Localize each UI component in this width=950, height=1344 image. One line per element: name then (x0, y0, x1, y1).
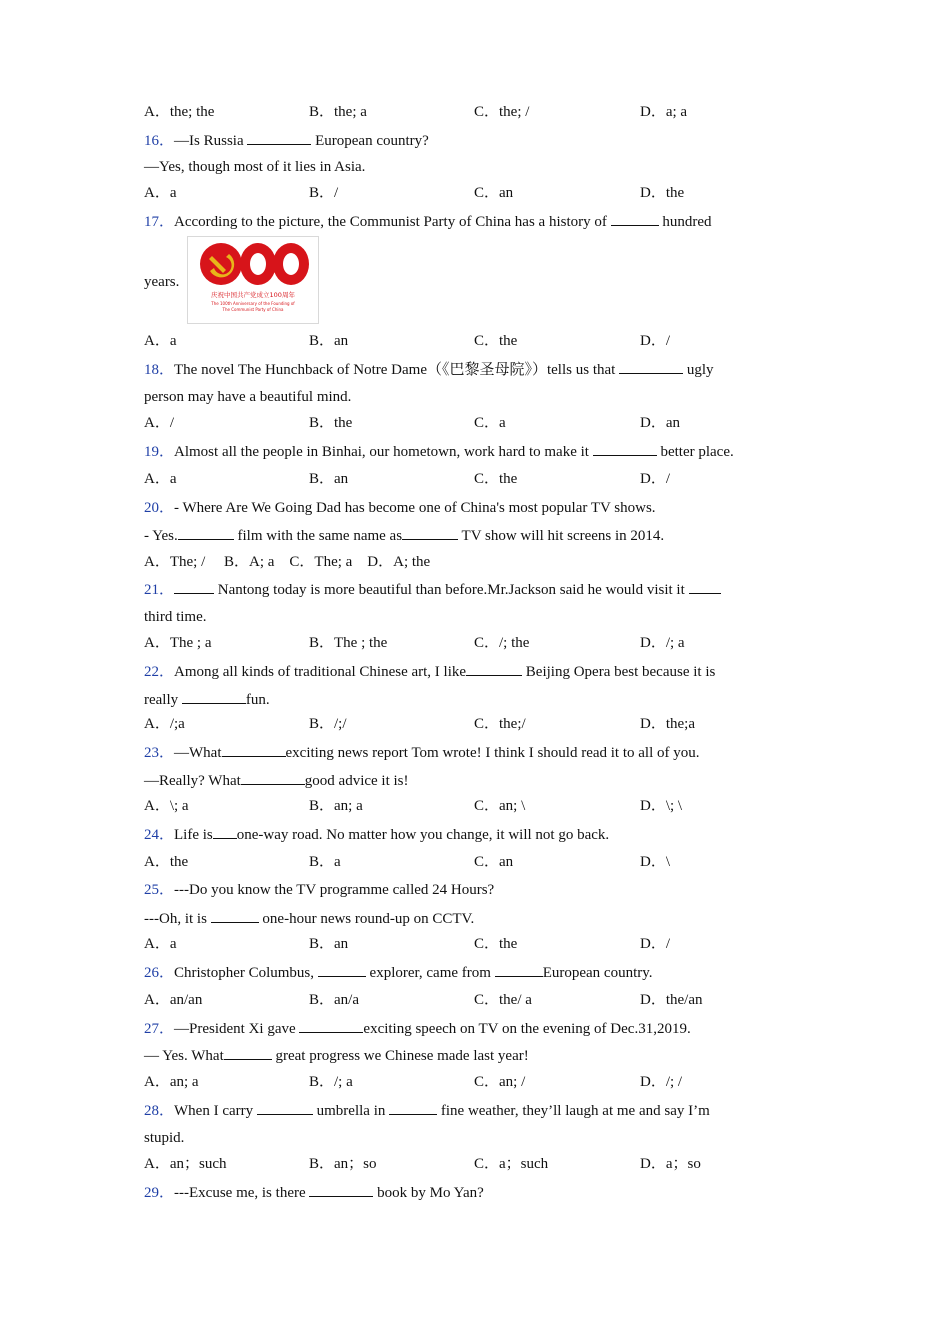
option-letter: D． (640, 1156, 666, 1172)
answer-option (474, 331, 517, 351)
answer-option (144, 1072, 199, 1092)
question-number: 17． (144, 214, 175, 230)
question-text: fine weather, they’ll laugh at me and say I’m (437, 1103, 710, 1119)
option-letter: C． (474, 415, 500, 431)
answer-option (309, 633, 387, 653)
option-letter: C． (474, 1074, 500, 1090)
option-text: the (169, 854, 189, 870)
answer-option (640, 1072, 682, 1092)
answer-option (144, 1154, 227, 1174)
option-text: /; / (665, 1074, 683, 1090)
option-text: an; a (334, 798, 363, 814)
option-letter: B． (309, 854, 335, 870)
text-line (144, 1045, 529, 1066)
option-letter: A． (144, 798, 170, 814)
option-text: a; a (665, 104, 688, 120)
answer-option (144, 183, 177, 203)
question-line (144, 359, 713, 380)
answer-option (640, 1154, 701, 1174)
question-text: Christopher Columbus, (174, 965, 318, 981)
answer-option (309, 413, 352, 433)
text-line (144, 908, 474, 929)
question-number: 18． (144, 362, 175, 378)
option-text: /; the (499, 635, 530, 651)
question-text: book by Mo Yan? (373, 1185, 484, 1201)
option-letter: A． (144, 936, 170, 952)
logo-caption-en-1: The 100th Anniversary of the Founding of (211, 301, 295, 306)
question-text: ---Oh, it is (144, 911, 211, 927)
answer-blank (309, 1182, 373, 1197)
answer-blank (182, 689, 246, 704)
answer-option (144, 796, 189, 816)
option-text: a (169, 185, 177, 201)
option-letter: B． (309, 798, 335, 814)
answer-blank (224, 1045, 272, 1060)
option-text: / (665, 936, 671, 952)
answer-blank (611, 211, 659, 226)
option-letter: A． (144, 716, 170, 732)
question-text: exciting news report Tom wrote! I think I should read it to all of you. (285, 745, 700, 761)
option-text: /; a (665, 635, 685, 651)
answer-option (309, 852, 341, 872)
answer-option (640, 469, 670, 489)
option-text: /;/ (334, 716, 347, 732)
option-text: an (334, 471, 349, 487)
option-letter: A． (144, 1074, 170, 1090)
question-text: —Really? What (144, 773, 241, 789)
option-letter: D． (640, 854, 666, 870)
question-text: —Yes, though most of it lies in Asia. (144, 159, 366, 175)
question-text: years. (144, 274, 180, 290)
question-text: - Where Are We Going Dad has become one of China's most popular TV shows. (174, 500, 656, 516)
question-text: film with the same name as (233, 528, 403, 544)
hammer-sickle-icon (200, 243, 242, 285)
question-text: —Is Russia (174, 133, 248, 149)
question-text: According to the picture, the Communist Party of China has a history of (174, 214, 611, 230)
answer-option (640, 183, 684, 203)
answer-option (640, 934, 670, 954)
answer-option (474, 1072, 525, 1092)
option-letter: A． (144, 635, 170, 651)
option-text: an/an (169, 992, 203, 1008)
option-text: an/a (334, 992, 359, 1008)
option-text: / (169, 415, 175, 431)
answer-option (144, 331, 177, 351)
option-text: a (499, 415, 506, 431)
option-letter: B． (309, 936, 335, 952)
answer-option (640, 102, 687, 122)
answer-option (144, 990, 202, 1010)
option-letter: A． (144, 992, 170, 1008)
question-line (144, 130, 429, 151)
question-text: one-way road. No matter how you change, it will not go back. (236, 827, 610, 843)
answer-blank (318, 962, 366, 977)
option-text: / (665, 471, 671, 487)
question-line (144, 962, 653, 983)
option-text: an (665, 415, 681, 431)
option-letter: A． (144, 415, 170, 431)
answer-blank (213, 824, 237, 839)
answer-option (144, 469, 177, 489)
question-number: 25． (144, 882, 175, 898)
answer-option (309, 183, 338, 203)
question-text: good advice it is! (304, 773, 409, 789)
text-line (144, 689, 270, 710)
option-letter: C． (474, 104, 500, 120)
answer-option (144, 633, 212, 653)
answer-blank (257, 1100, 313, 1115)
option-letter: D． (640, 716, 666, 732)
answer-option (474, 102, 529, 122)
text-line (144, 552, 430, 572)
option-letter: C． (474, 798, 500, 814)
answer-option (474, 469, 517, 489)
option-text: the (499, 333, 518, 349)
option-letter: C． (474, 716, 500, 732)
question-text: person may have a beautiful mind. (144, 389, 352, 405)
option-text: /; a (334, 1074, 353, 1090)
answer-blank (389, 1100, 437, 1115)
answer-option (144, 714, 185, 734)
option-letter: B． (309, 185, 335, 201)
question-line (144, 441, 734, 462)
question-text: really (144, 692, 182, 708)
question-text: - Yes. (144, 528, 178, 544)
option-letter: D． (640, 415, 666, 431)
option-text: an; / (499, 1074, 526, 1090)
question-text: — Yes. What (144, 1048, 224, 1064)
answer-option (144, 413, 174, 433)
question-text: third time. (144, 609, 207, 625)
option-text: \; a (169, 798, 189, 814)
question-text: The novel The Hunchback of Notre Dame（《巴黎圣母院》）tells us that (174, 362, 620, 378)
question-number: 24． (144, 827, 175, 843)
option-letter: B． (309, 716, 335, 732)
question-number: 27． (144, 1021, 175, 1037)
question-text: umbrella in (312, 1103, 390, 1119)
answer-option (474, 413, 506, 433)
option-letter: A． (144, 185, 170, 201)
option-text: the (334, 415, 353, 431)
question-line (144, 498, 656, 518)
answer-option (309, 934, 348, 954)
option-letter: D． (640, 185, 666, 201)
answer-option (474, 796, 525, 816)
option-letter: D． (640, 471, 666, 487)
option-text: the; a (334, 104, 367, 120)
option-text: an (334, 936, 349, 952)
option-text: The ; a (169, 635, 212, 651)
logo-caption-en-2: The Communist Party of China (222, 307, 284, 312)
answer-blank (247, 130, 311, 145)
option-letter: A． (144, 854, 170, 870)
answer-option (309, 469, 348, 489)
option-letter: C． (474, 635, 500, 651)
question-text: European country? (311, 133, 429, 149)
option-text: an；such (169, 1156, 227, 1172)
question-text: hundred (658, 214, 712, 230)
question-line (144, 880, 494, 900)
question-text: TV show will hit screens in 2014. (458, 528, 665, 544)
option-letter: C． (474, 185, 500, 201)
question-text: better place. (656, 444, 734, 460)
question-text: When I carry (174, 1103, 257, 1119)
question-text: —President Xi gave (174, 1021, 300, 1037)
answer-blank (222, 742, 286, 757)
question-line (144, 211, 712, 232)
answer-blank (689, 579, 721, 594)
answer-option (309, 796, 363, 816)
option-text: the/ a (499, 992, 532, 1008)
option-text: a (334, 854, 341, 870)
question-line (144, 742, 700, 763)
option-letter: D． (640, 992, 666, 1008)
option-letter: C． (474, 992, 500, 1008)
option-text: the (665, 185, 685, 201)
question-number: 28． (144, 1103, 175, 1119)
option-text: an; \ (499, 798, 526, 814)
question-text: fun. (245, 692, 270, 708)
question-text: stupid. (144, 1130, 185, 1146)
question-number: 16． (144, 133, 175, 149)
answer-option (640, 796, 682, 816)
text-line (144, 157, 365, 177)
answer-blank (211, 908, 259, 923)
answer-option (309, 1154, 377, 1174)
answer-option (144, 102, 214, 122)
answer-option (640, 852, 670, 872)
answer-option (640, 633, 685, 653)
answer-option (640, 331, 670, 351)
question-line (144, 1018, 691, 1039)
question-text: exciting speech on TV on the evening of Dec.31,2019. (363, 1021, 691, 1037)
question-text: ---Excuse me, is there (174, 1185, 310, 1201)
option-letter: D． (640, 936, 666, 952)
answer-blank (178, 525, 234, 540)
option-letter: D． (640, 104, 666, 120)
text-line (144, 525, 664, 546)
answer-blank (619, 359, 683, 374)
option-letter: C． (474, 333, 500, 349)
text-line (144, 607, 207, 627)
option-letter: D． (640, 798, 666, 814)
option-text: an (334, 333, 349, 349)
option-text: a (169, 936, 177, 952)
option-letter: B． (309, 1156, 335, 1172)
answer-option (309, 331, 348, 351)
text-line (144, 1128, 184, 1148)
question-number: 29． (144, 1185, 175, 1201)
question-text: ugly (683, 362, 714, 378)
option-letter: C． (474, 936, 500, 952)
option-letter: D． (640, 1074, 666, 1090)
option-text: the;a (665, 716, 695, 732)
option-letter: A． (144, 333, 170, 349)
answer-option (309, 714, 347, 734)
answer-blank (495, 962, 543, 977)
question-text: Life is (174, 827, 213, 843)
answer-option (144, 934, 177, 954)
option-text: the; / (499, 104, 530, 120)
option-text: the (499, 936, 518, 952)
question-text: A．The; / B．A; a C．The; a D．A; the (144, 554, 431, 570)
text-line (144, 387, 351, 407)
option-text: \; \ (665, 798, 683, 814)
question-text: great progress we Chinese made last year! (271, 1048, 529, 1064)
answer-option (144, 852, 188, 872)
option-letter: B． (309, 104, 335, 120)
answer-option (474, 852, 513, 872)
question-line (144, 661, 715, 682)
option-letter: B． (309, 1074, 335, 1090)
option-letter: B． (309, 471, 335, 487)
option-text: the (499, 471, 518, 487)
answer-blank (466, 661, 522, 676)
text-line (144, 272, 179, 292)
question-text: —What (174, 745, 222, 761)
answer-option (474, 1154, 548, 1174)
answer-option (309, 102, 367, 122)
option-text: / (334, 185, 339, 201)
answer-option (474, 714, 526, 734)
question-line (144, 1100, 710, 1121)
option-letter: C． (474, 1156, 500, 1172)
question-text: ---Do you know the TV programme called 24 Hours? (174, 882, 495, 898)
answer-blank (174, 579, 214, 594)
logo-caption-cn: 庆祝中国共产党成立100周年 (211, 291, 295, 299)
question-number: 20． (144, 500, 175, 516)
option-letter: C． (474, 471, 500, 487)
option-text: an; a (169, 1074, 199, 1090)
question-text: Among all kinds of traditional Chinese art, I like (174, 664, 467, 680)
option-letter: B． (309, 992, 335, 1008)
answer-option (309, 990, 359, 1010)
option-text: a (169, 333, 177, 349)
cpc-100th-anniversary-logo (187, 236, 319, 324)
question-line (144, 579, 721, 600)
option-text: the; the (169, 104, 215, 120)
option-text: a；so (665, 1156, 701, 1172)
option-text: the;/ (499, 716, 526, 732)
question-text: explorer, came from (365, 965, 495, 981)
question-text: Beijing Opera best because it is (522, 664, 716, 680)
question-number: 21． (144, 582, 175, 598)
option-text: an (499, 854, 514, 870)
question-text: Nantong today is more beautiful than before.Mr.Jackson said he would visit it (214, 582, 689, 598)
answer-option (309, 1072, 353, 1092)
option-text: / (665, 333, 671, 349)
question-number: 26． (144, 965, 175, 981)
option-letter: A． (144, 104, 170, 120)
option-text: a (169, 471, 177, 487)
option-text: the/an (665, 992, 703, 1008)
option-letter: A． (144, 471, 170, 487)
option-letter: A． (144, 1156, 170, 1172)
question-number: 22． (144, 664, 175, 680)
question-number: 19． (144, 444, 175, 460)
question-text: Almost all the people in Binhai, our hometown, work hard to make it (174, 444, 593, 460)
answer-option (640, 413, 680, 433)
answer-option (640, 990, 703, 1010)
answer-option (640, 714, 695, 734)
option-text: /;a (169, 716, 185, 732)
question-line (144, 1182, 484, 1203)
option-letter: D． (640, 333, 666, 349)
answer-blank (299, 1018, 363, 1033)
option-text: a；such (499, 1156, 549, 1172)
question-line (144, 824, 609, 845)
option-letter: B． (309, 333, 335, 349)
option-text: \ (665, 854, 671, 870)
answer-option (474, 183, 513, 203)
text-line (144, 770, 409, 791)
option-text: an；so (334, 1156, 377, 1172)
answer-blank (241, 770, 305, 785)
answer-option (474, 934, 517, 954)
option-letter: D． (640, 635, 666, 651)
option-letter: B． (309, 415, 335, 431)
question-text: one-hour news round-up on CCTV. (258, 911, 475, 927)
option-letter: C． (474, 854, 500, 870)
answer-option (474, 990, 532, 1010)
question-number: 23． (144, 745, 175, 761)
question-text: European country. (542, 965, 653, 981)
option-text: an (499, 185, 514, 201)
answer-option (474, 633, 529, 653)
anniversary-logo-graphic (188, 237, 318, 323)
option-text: The ; the (334, 635, 388, 651)
option-letter: B． (309, 635, 335, 651)
answer-blank (593, 441, 657, 456)
answer-blank (402, 525, 458, 540)
